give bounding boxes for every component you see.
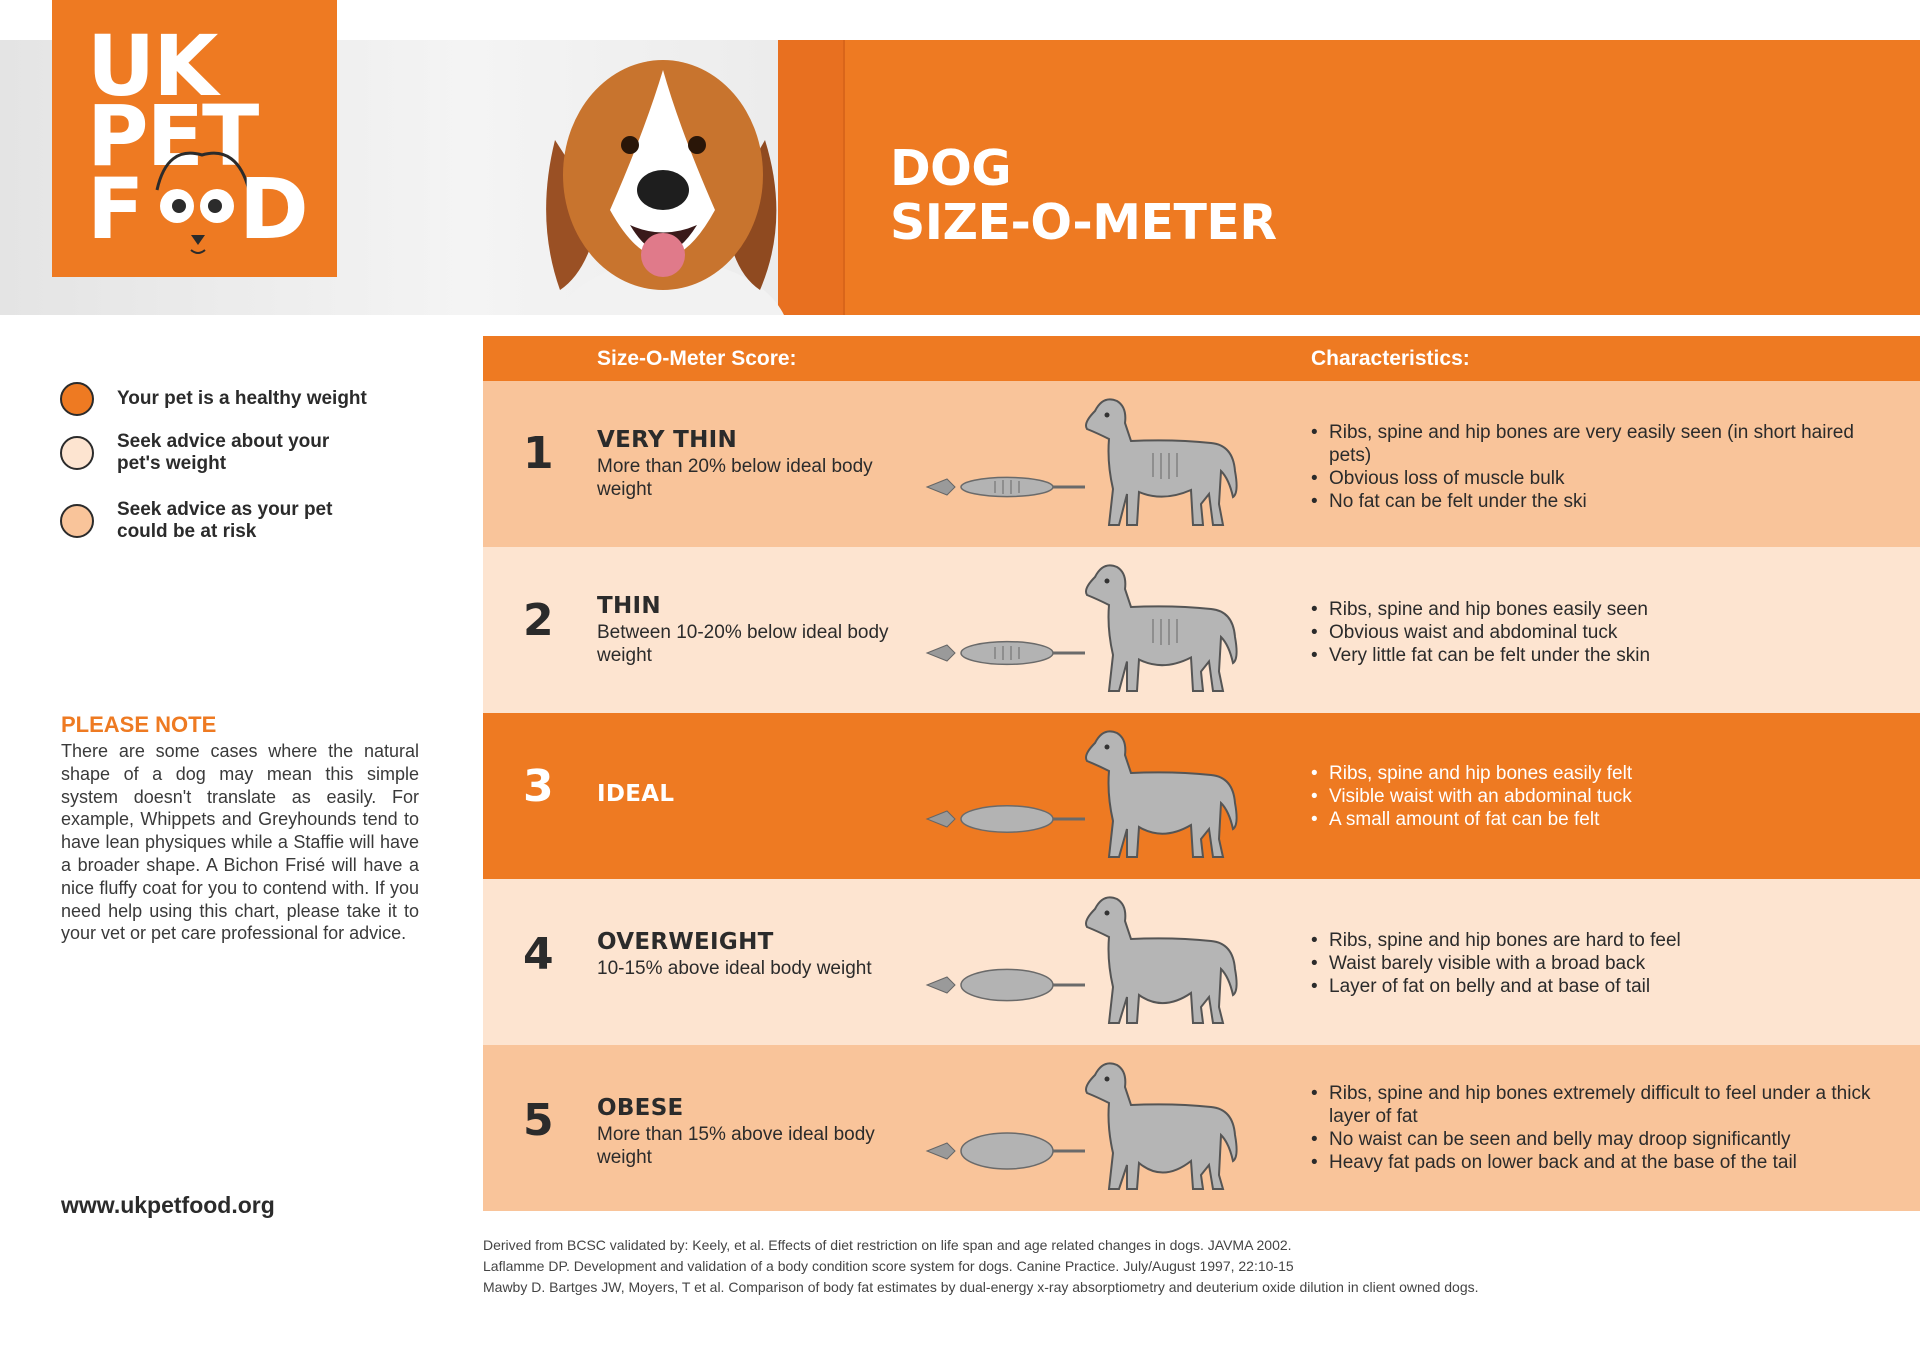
dog-side-view-icon [1083, 393, 1243, 533]
characteristic-item: • Obvious waist and abdominal tuck [1311, 621, 1871, 644]
dog-top-view-icon [925, 795, 1087, 843]
column-header-characteristics: Characteristics: [1311, 347, 1470, 370]
title-line-1: DOG [890, 140, 1012, 197]
characteristic-item: • Obvious loss of muscle bulk [1311, 467, 1871, 490]
dog-side-view-icon [1083, 891, 1243, 1031]
score-label [597, 593, 897, 667]
score-label [597, 781, 897, 807]
logo-line-2: PET [87, 87, 258, 185]
score-title: OBESE [597, 1095, 684, 1121]
legend-dot-orange-icon [60, 382, 94, 416]
score-title: IDEAL [597, 781, 675, 807]
legend-dot-peach-icon [60, 504, 94, 538]
score-label [597, 1095, 897, 1169]
page-title [890, 142, 1277, 250]
logo-line-1: UK [87, 17, 217, 115]
score-number: 5 [523, 1095, 554, 1146]
website-link[interactable]: www.ukpetfood.org [61, 1192, 275, 1218]
legend-item-healthy [60, 382, 377, 416]
dog-side-view-icon [1083, 725, 1243, 865]
score-label [597, 427, 897, 501]
reference-line: Laflamme DP. Development and validation of a body condition score system for dogs. Canine Practice. July/August 1997, 22:10-15 [483, 1258, 1294, 1274]
table-row [483, 879, 1920, 1045]
legend-text: Seek advice as your pet could be at risk [117, 499, 333, 542]
characteristic-item: • No waist can be seen and belly may droop significantly [1311, 1128, 1871, 1151]
uk-pet-food-logo[interactable] [52, 0, 337, 277]
note-body: There are some cases where the natural shape of a dog may mean this simple system doesn't translate as easily. For example, Whippets and Greyhounds tend to have lean physiques while a Staffie will have a broader shape. A Bichon Frisé will have a nice fluffy coat for you to contend with. If you need help using this chart, please take it to your vet or pet care professional for advice. [61, 741, 419, 944]
logo-dog-face-icon [87, 150, 327, 260]
characteristic-item: • Ribs, spine and hip bones are hard to feel [1311, 929, 1871, 952]
characteristic-item: • Ribs, spine and hip bones extremely difficult to feel under a thick layer of fat [1311, 1082, 1871, 1128]
size-o-meter-table [483, 336, 1920, 1211]
characteristic-item: • Layer of fat on belly and at base of tail [1311, 975, 1871, 998]
characteristic-item: • A small amount of fat can be felt [1311, 808, 1871, 831]
characteristic-item: • Heavy fat pads on lower back and at the base of the tail [1311, 1151, 1871, 1174]
characteristics-list [1311, 762, 1871, 831]
score-number: 1 [523, 428, 554, 479]
table-row [483, 381, 1920, 547]
references [483, 1235, 1479, 1298]
dog-top-view-icon [925, 629, 1087, 677]
title-line-2: SIZE-O-METER [890, 194, 1277, 251]
legend-item-at-risk [60, 499, 377, 543]
dog-side-view-icon [1083, 1057, 1243, 1197]
table-row [483, 1045, 1920, 1211]
table-row [483, 547, 1920, 713]
legend-item-seek-advice [60, 431, 377, 475]
dog-side-view-icon [1083, 559, 1243, 699]
dog-top-view-icon [925, 1127, 1087, 1175]
characteristics-list [1311, 421, 1871, 513]
characteristics-list [1311, 929, 1871, 998]
score-number: 2 [523, 595, 554, 646]
score-title: VERY THIN [597, 427, 738, 453]
characteristic-item: • No fat can be felt under the ski [1311, 490, 1871, 513]
characteristics-list [1311, 1082, 1871, 1174]
characteristics-list [1311, 598, 1871, 667]
column-header-score: Size-O-Meter Score: [597, 347, 797, 370]
characteristic-item: • Very little fat can be felt under the skin [1311, 644, 1871, 667]
score-number: 3 [523, 761, 554, 812]
reference-line: Mawby D. Bartges JW, Moyers, T et al. Comparison of body fat estimates by dual-energy x-ray absorptiometry and deuterium oxide dilution in client owned dogs. [483, 1279, 1479, 1295]
score-subtitle: More than 15% above ideal body weight [597, 1124, 875, 1168]
score-subtitle: More than 20% below ideal body weight [597, 456, 873, 500]
dog-top-view-icon [925, 961, 1087, 1009]
characteristic-item: • Ribs, spine and hip bones are very easily seen (in short haired pets) [1311, 421, 1871, 467]
svg-text:D: D [239, 160, 309, 258]
score-title: OVERWEIGHT [597, 929, 774, 955]
characteristic-item: • Visible waist with an abdominal tuck [1311, 785, 1871, 808]
beagle-photo [515, 40, 810, 315]
note-heading: PLEASE NOTE [61, 712, 217, 737]
reference-line: Derived from BCSC validated by: Keely, et al. Effects of diet restriction on life span and age related changes in dogs. JAVMA 2002. [483, 1237, 1292, 1253]
svg-text:F: F [87, 160, 145, 258]
table-row [483, 713, 1920, 879]
score-subtitle: Between 10-20% below ideal body weight [597, 622, 889, 666]
legend-dot-light-icon [60, 436, 94, 470]
characteristic-item: • Ribs, spine and hip bones easily felt [1311, 762, 1871, 785]
characteristic-item: • Waist barely visible with a broad back [1311, 952, 1871, 975]
score-subtitle: 10-15% above ideal body weight [597, 958, 872, 979]
dog-top-view-icon [925, 463, 1087, 511]
legend-text: Seek advice about your pet's weight [117, 431, 330, 474]
legend-text: Your pet is a healthy weight [117, 388, 367, 409]
characteristic-item: • Ribs, spine and hip bones easily seen [1311, 598, 1871, 621]
score-title: THIN [597, 593, 661, 619]
score-number: 4 [523, 929, 554, 980]
score-label [597, 929, 897, 980]
table-header [483, 336, 1920, 381]
